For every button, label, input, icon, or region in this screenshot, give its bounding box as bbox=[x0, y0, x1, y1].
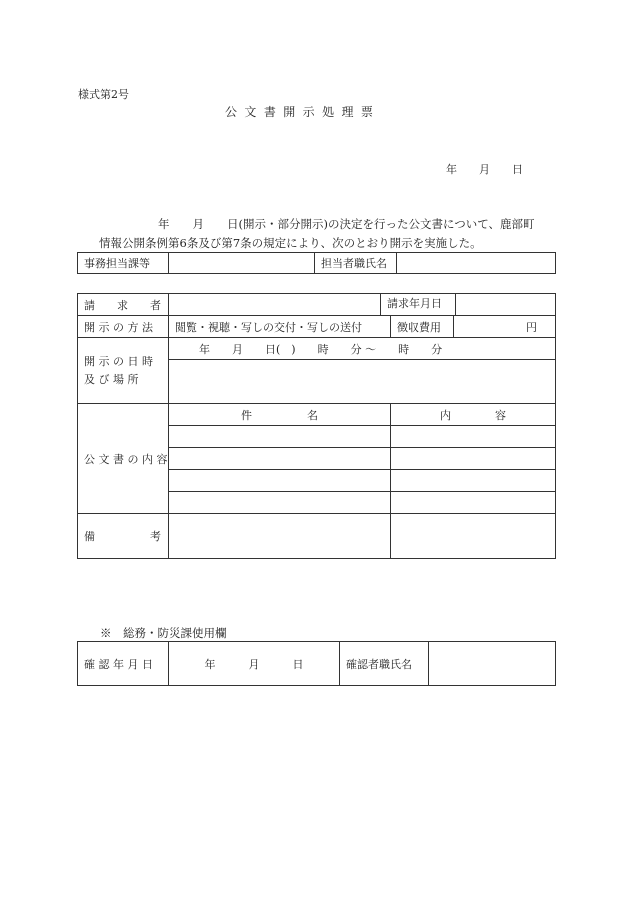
confirmer-field[interactable] bbox=[429, 642, 556, 686]
date-line: 年 月 日 bbox=[446, 163, 523, 176]
subject-field[interactable] bbox=[169, 470, 391, 492]
request-date-label: 請求年月日 bbox=[381, 294, 456, 315]
confirm-date-field[interactable]: 年 月 日 bbox=[169, 642, 340, 686]
confirmer-label: 確認者職氏名 bbox=[340, 642, 429, 686]
requester-label: 請 求 者 bbox=[78, 294, 169, 316]
department-table bbox=[77, 252, 556, 274]
person-label: 担当者職氏名 bbox=[315, 253, 397, 274]
subject-field[interactable] bbox=[169, 448, 391, 470]
method-options[interactable]: 閲覧・視聴・写しの交付・写しの送付 bbox=[169, 316, 391, 338]
detail-field[interactable] bbox=[391, 448, 556, 470]
person-field[interactable] bbox=[397, 253, 556, 274]
intro-line-1: 年 月 日(開示・部分開示)の決定を行った公文書について、鹿部町 bbox=[158, 217, 535, 231]
detail-field[interactable] bbox=[391, 492, 556, 514]
content-label: 公 文 書 の 内 容 bbox=[78, 404, 169, 514]
datetime-label-line-1: 開 示 の 日 時 bbox=[84, 354, 153, 368]
detail-field[interactable] bbox=[391, 426, 556, 448]
page-title: 公 文 書 開 示 処 理 票 bbox=[225, 105, 375, 119]
place-field[interactable] bbox=[169, 360, 556, 404]
confirmation-table bbox=[77, 641, 556, 686]
subject-field[interactable] bbox=[169, 492, 391, 514]
form-number: 様式第2号 bbox=[78, 88, 129, 101]
admin-section-note: ※ 総務・防災課使用欄 bbox=[100, 626, 227, 640]
remarks-field[interactable] bbox=[169, 514, 391, 559]
subject-field[interactable] bbox=[169, 426, 391, 448]
datetime-label bbox=[78, 338, 169, 404]
confirm-date-label: 確 認 年 月 日 bbox=[78, 642, 169, 686]
datetime-label-line-2: 及 び 場 所 bbox=[84, 372, 139, 386]
datetime-field[interactable]: 年 月 日( ) 時 分 〜 時 分 bbox=[169, 338, 556, 360]
detail-header: 内 容 bbox=[391, 404, 556, 426]
intro-line-2: 情報公開条例第6条及び第7条の規定により、次のとおり開示を実施した。 bbox=[99, 236, 482, 250]
dept-label: 事務担当課等 bbox=[78, 253, 169, 274]
detail-field[interactable] bbox=[391, 470, 556, 492]
method-label: 開 示 の 方 法 bbox=[78, 316, 169, 338]
requester-field[interactable] bbox=[169, 294, 381, 316]
fee-field[interactable]: 円 bbox=[454, 316, 556, 338]
fee-label: 徴収費用 bbox=[391, 316, 454, 338]
dept-field[interactable] bbox=[169, 253, 315, 274]
request-date-field[interactable] bbox=[456, 294, 555, 315]
remarks-label: 備 考 bbox=[78, 514, 169, 559]
processing-table bbox=[77, 293, 556, 559]
remarks-field-2[interactable] bbox=[391, 514, 556, 559]
subject-header: 件 名 bbox=[169, 404, 391, 426]
